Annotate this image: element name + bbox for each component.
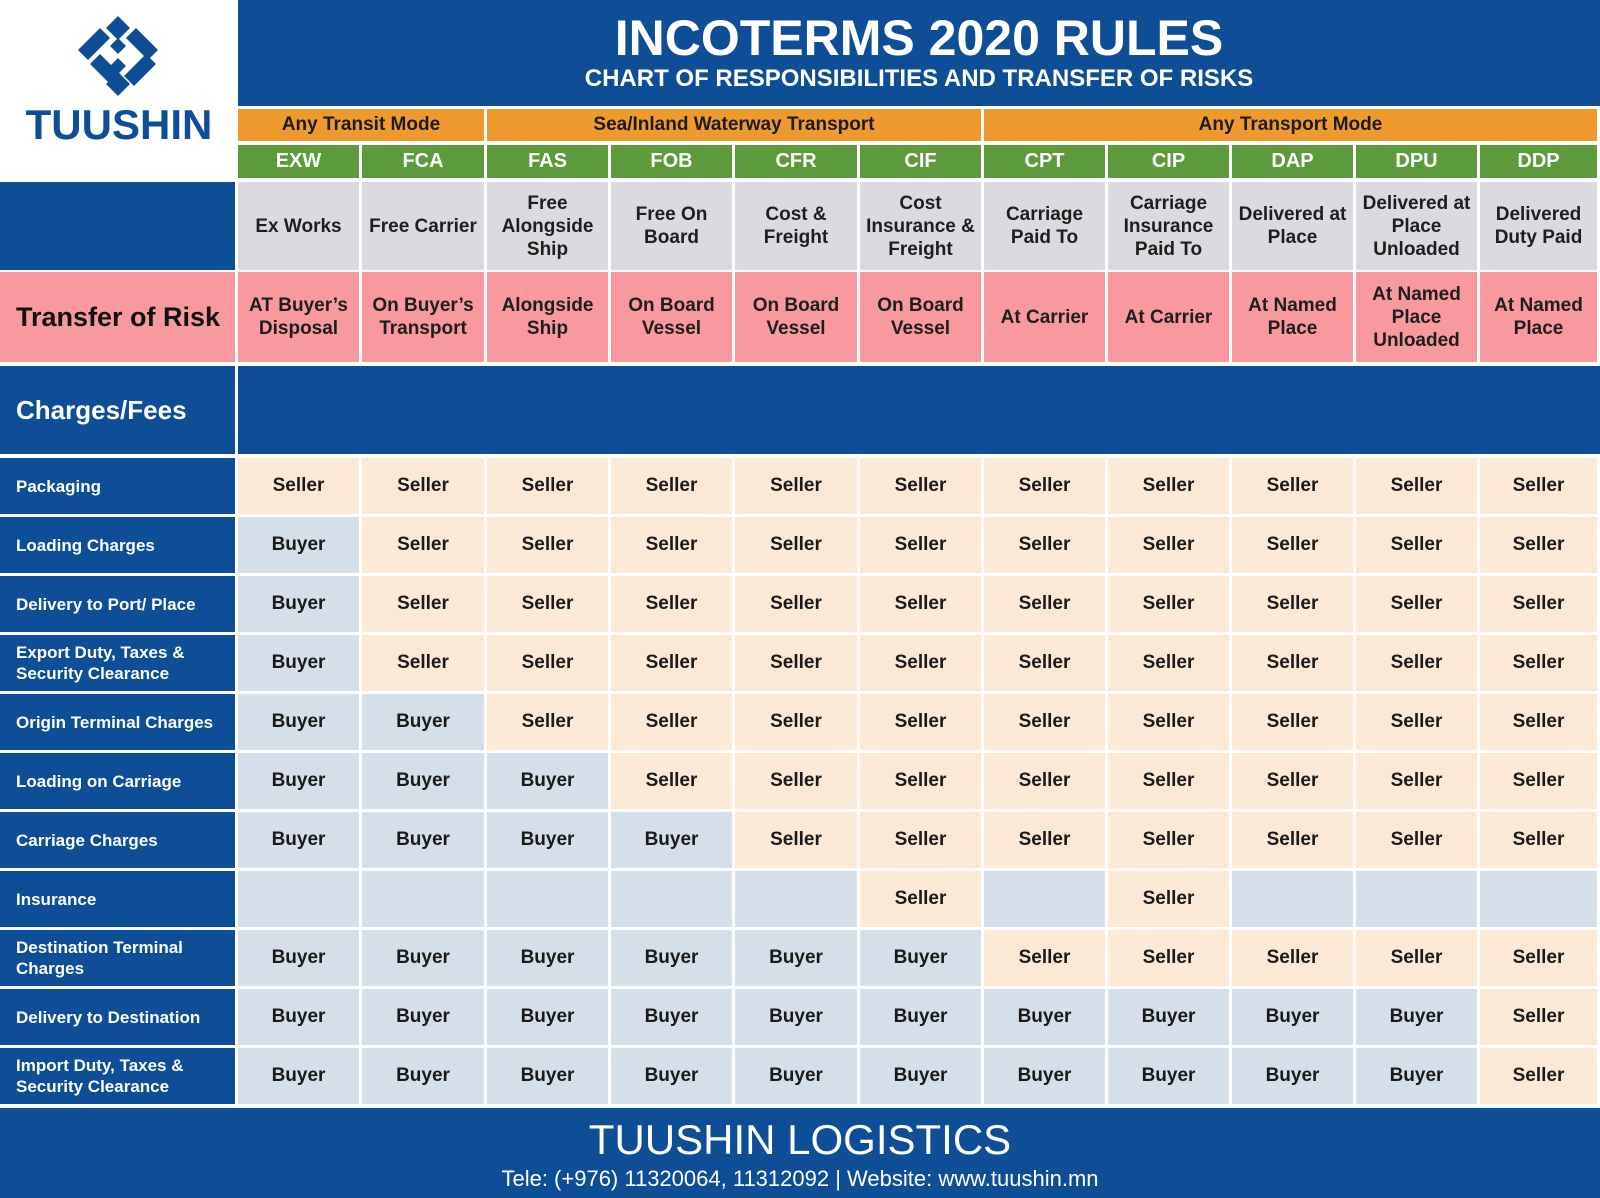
responsibility-cell: Seller <box>611 694 732 750</box>
responsibility-cell: Buyer <box>238 753 359 809</box>
responsibility-cell: Seller <box>1232 753 1353 809</box>
responsibility-cell <box>611 871 732 927</box>
term-code-fob: FOB <box>611 145 732 178</box>
brand-name: TUUSHIN <box>25 101 213 148</box>
term-name-exw: Ex Works <box>238 182 359 270</box>
term-code-dpu: DPU <box>1356 145 1477 178</box>
responsibility-cell: Seller <box>1480 458 1597 514</box>
responsibility-cell <box>984 871 1105 927</box>
responsibility-cell: Seller <box>362 576 484 632</box>
responsibility-cell: Seller <box>362 458 484 514</box>
responsibility-cell: Seller <box>1480 812 1597 868</box>
charge-row-label: Origin Terminal Charges <box>0 694 235 750</box>
responsibility-cell: Buyer <box>860 1048 981 1104</box>
responsibility-cell: Buyer <box>1356 1048 1477 1104</box>
risk-transfer-fas: Alongside Ship <box>487 272 608 362</box>
responsibility-cell: Buyer <box>238 989 359 1045</box>
responsibility-cell: Seller <box>735 753 857 809</box>
responsibility-cell: Seller <box>1356 812 1477 868</box>
responsibility-cell: Seller <box>1356 517 1477 573</box>
responsibility-cell: Buyer <box>238 930 359 986</box>
responsibility-cell: Buyer <box>984 1048 1105 1104</box>
responsibility-cell: Buyer <box>1232 989 1353 1045</box>
responsibility-cell: Buyer <box>1108 989 1229 1045</box>
responsibility-cell: Seller <box>735 694 857 750</box>
responsibility-cell: Seller <box>735 458 857 514</box>
responsibility-cell: Buyer <box>1356 989 1477 1045</box>
term-code-ddp: DDP <box>1480 145 1597 178</box>
responsibility-cell: Buyer <box>238 1048 359 1104</box>
responsibility-cell: Buyer <box>487 1048 608 1104</box>
responsibility-cell: Seller <box>1108 812 1229 868</box>
risk-transfer-cpt: At Carrier <box>984 272 1105 362</box>
charge-row-label: Import Duty, Taxes & Security Clearance <box>0 1048 235 1104</box>
responsibility-cell: Buyer <box>487 812 608 868</box>
charge-row-label: Carriage Charges <box>0 812 235 868</box>
term-name-dpu: Delivered at Place Unloaded <box>1356 182 1477 270</box>
term-name-cip: Carriage Insurance Paid To <box>1108 182 1229 270</box>
responsibility-cell: Seller <box>984 753 1105 809</box>
responsibility-cell: Seller <box>1480 930 1597 986</box>
risk-transfer-cip: At Carrier <box>1108 272 1229 362</box>
charge-row-label: Delivery to Destination <box>0 989 235 1045</box>
responsibility-cell: Seller <box>984 930 1105 986</box>
responsibility-cell: Buyer <box>611 930 732 986</box>
risk-transfer-ddp: At Named Place <box>1480 272 1597 362</box>
responsibility-cell: Seller <box>984 517 1105 573</box>
responsibility-cell: Buyer <box>238 694 359 750</box>
responsibility-cell: Seller <box>1108 458 1229 514</box>
responsibility-cell: Seller <box>1232 458 1353 514</box>
risk-transfer-fob: On Board Vessel <box>611 272 732 362</box>
responsibility-cell: Seller <box>735 635 857 691</box>
responsibility-cell: Buyer <box>1232 1048 1353 1104</box>
footer-title: TUUSHIN LOGISTICS <box>588 1116 1012 1163</box>
responsibility-cell: Seller <box>1232 930 1353 986</box>
responsibility-cell <box>487 871 608 927</box>
charges-fees-label: Charges/Fees <box>0 366 235 454</box>
responsibility-cell <box>362 871 484 927</box>
responsibility-cell: Buyer <box>487 753 608 809</box>
charge-row-label: Delivery to Port/ Place <box>0 576 235 632</box>
responsibility-cell: Seller <box>1108 753 1229 809</box>
responsibility-cell: Seller <box>860 635 981 691</box>
responsibility-cell: Seller <box>1356 753 1477 809</box>
responsibility-cell: Buyer <box>735 1048 857 1104</box>
risk-transfer-cfr: On Board Vessel <box>735 272 857 362</box>
risk-transfer-cif: On Board Vessel <box>860 272 981 362</box>
term-code-cpt: CPT <box>984 145 1105 178</box>
responsibility-cell: Seller <box>611 517 732 573</box>
charge-row-label: Export Duty, Taxes & Security Clearance <box>0 635 235 691</box>
responsibility-cell: Seller <box>1232 517 1353 573</box>
responsibility-cell: Seller <box>487 576 608 632</box>
responsibility-cell: Seller <box>611 635 732 691</box>
responsibility-cell: Buyer <box>238 635 359 691</box>
responsibility-cell: Seller <box>984 694 1105 750</box>
responsibility-cell: Seller <box>1232 812 1353 868</box>
term-code-cfr: CFR <box>735 145 857 178</box>
term-code-exw: EXW <box>238 145 359 178</box>
transport-group-header: Any Transport Mode <box>984 109 1597 141</box>
responsibility-cell: Seller <box>735 517 857 573</box>
term-code-cif: CIF <box>860 145 981 178</box>
term-name-dap: Delivered at Place <box>1232 182 1353 270</box>
responsibility-cell: Seller <box>984 458 1105 514</box>
responsibility-cell <box>735 871 857 927</box>
risk-transfer-fca: On Buyer’s Transport <box>362 272 484 362</box>
charge-row-label: Loading on Carriage <box>0 753 235 809</box>
responsibility-cell: Seller <box>860 517 981 573</box>
responsibility-cell: Seller <box>1232 635 1353 691</box>
responsibility-cell: Buyer <box>735 989 857 1045</box>
responsibility-cell: Buyer <box>1108 1048 1229 1104</box>
charges-band <box>238 366 1600 454</box>
responsibility-cell: Seller <box>1480 753 1597 809</box>
responsibility-cell: Buyer <box>238 576 359 632</box>
responsibility-cell: Seller <box>487 517 608 573</box>
responsibility-cell: Seller <box>1480 635 1597 691</box>
transport-group-header: Sea/Inland Waterway Transport <box>487 109 981 141</box>
responsibility-cell: Seller <box>1356 458 1477 514</box>
term-name-cfr: Cost & Freight <box>735 182 857 270</box>
responsibility-cell <box>1232 871 1353 927</box>
responsibility-cell: Seller <box>1480 576 1597 632</box>
responsibility-cell: Seller <box>984 635 1105 691</box>
term-name-fas: Free Alongside Ship <box>487 182 608 270</box>
responsibility-cell: Seller <box>1108 576 1229 632</box>
charge-row-label: Packaging <box>0 458 235 514</box>
term-code-cip: CIP <box>1108 145 1229 178</box>
responsibility-cell: Seller <box>735 812 857 868</box>
responsibility-cell: Seller <box>1356 635 1477 691</box>
term-name-cif: Cost Insurance & Freight <box>860 182 981 270</box>
responsibility-cell: Seller <box>1356 576 1477 632</box>
footer-contact: Tele: (+976) 11320064, 11312092 | Website: www.tuushin.mn <box>501 1166 1099 1191</box>
responsibility-cell: Seller <box>984 812 1105 868</box>
transport-group-header: Any Transit Mode <box>238 109 484 141</box>
responsibility-cell <box>238 871 359 927</box>
responsibility-cell: Seller <box>1108 694 1229 750</box>
responsibility-cell: Seller <box>1356 694 1477 750</box>
responsibility-cell: Seller <box>1232 694 1353 750</box>
responsibility-cell: Buyer <box>362 930 484 986</box>
risk-transfer-dap: At Named Place <box>1232 272 1353 362</box>
responsibility-cell: Buyer <box>611 812 732 868</box>
term-code-fas: FAS <box>487 145 608 178</box>
responsibility-cell: Seller <box>1356 930 1477 986</box>
responsibility-cell: Seller <box>1480 517 1597 573</box>
responsibility-cell <box>1480 871 1597 927</box>
responsibility-cell: Seller <box>611 576 732 632</box>
responsibility-cell: Buyer <box>860 930 981 986</box>
responsibility-cell: Seller <box>860 753 981 809</box>
terms-name-row-label <box>0 182 235 270</box>
term-name-ddp: Delivered Duty Paid <box>1480 182 1597 270</box>
term-code-dap: DAP <box>1232 145 1353 178</box>
responsibility-cell: Seller <box>1232 576 1353 632</box>
responsibility-cell: Seller <box>611 753 732 809</box>
responsibility-cell: Buyer <box>362 694 484 750</box>
term-code-fca: FCA <box>362 145 484 178</box>
transfer-of-risk-label: Transfer of Risk <box>0 272 235 362</box>
page-subtitle: CHART OF RESPONSIBILITIES AND TRANSFER OF RISKS <box>584 65 1254 92</box>
responsibility-cell: Seller <box>860 576 981 632</box>
responsibility-cell: Buyer <box>487 989 608 1045</box>
risk-transfer-exw: AT Buyer’s Disposal <box>238 272 359 362</box>
responsibility-cell: Buyer <box>487 930 608 986</box>
responsibility-cell: Buyer <box>611 1048 732 1104</box>
responsibility-cell: Buyer <box>735 930 857 986</box>
charge-row-label: Loading Charges <box>0 517 235 573</box>
responsibility-cell: Seller <box>860 871 981 927</box>
term-name-fca: Free Carrier <box>362 182 484 270</box>
responsibility-cell: Seller <box>362 517 484 573</box>
responsibility-cell: Seller <box>860 812 981 868</box>
responsibility-cell: Seller <box>238 458 359 514</box>
charge-row-label: Destination Terminal Charges <box>0 930 235 986</box>
responsibility-cell: Seller <box>487 458 608 514</box>
responsibility-cell: Buyer <box>238 517 359 573</box>
risk-transfer-dpu: At Named Place Unloaded <box>1356 272 1477 362</box>
responsibility-cell: Seller <box>860 458 981 514</box>
responsibility-cell: Seller <box>487 694 608 750</box>
charge-row-label: Insurance <box>0 871 235 927</box>
responsibility-cell <box>1356 871 1477 927</box>
responsibility-cell: Buyer <box>362 812 484 868</box>
responsibility-cell: Seller <box>487 635 608 691</box>
tuushin-knot-logo-icon <box>70 14 166 98</box>
responsibility-cell: Seller <box>860 694 981 750</box>
responsibility-cell: Seller <box>1480 989 1597 1045</box>
responsibility-cell: Seller <box>1108 517 1229 573</box>
responsibility-cell: Buyer <box>238 812 359 868</box>
page-title: INCOTERMS 2020 RULES <box>614 10 1224 66</box>
responsibility-cell: Seller <box>362 635 484 691</box>
responsibility-cell: Buyer <box>984 989 1105 1045</box>
term-name-cpt: Carriage Paid To <box>984 182 1105 270</box>
responsibility-cell: Seller <box>1480 694 1597 750</box>
responsibility-cell: Seller <box>984 576 1105 632</box>
responsibility-cell: Seller <box>1108 930 1229 986</box>
responsibility-cell: Buyer <box>860 989 981 1045</box>
responsibility-cell: Seller <box>735 576 857 632</box>
responsibility-cell: Seller <box>611 458 732 514</box>
responsibility-cell: Buyer <box>362 989 484 1045</box>
responsibility-cell: Buyer <box>362 1048 484 1104</box>
term-name-fob: Free On Board <box>611 182 732 270</box>
responsibility-cell: Seller <box>1108 635 1229 691</box>
responsibility-cell: Buyer <box>362 753 484 809</box>
responsibility-cell: Seller <box>1108 871 1229 927</box>
responsibility-cell: Buyer <box>611 989 732 1045</box>
responsibility-cell: Seller <box>1480 1048 1597 1104</box>
